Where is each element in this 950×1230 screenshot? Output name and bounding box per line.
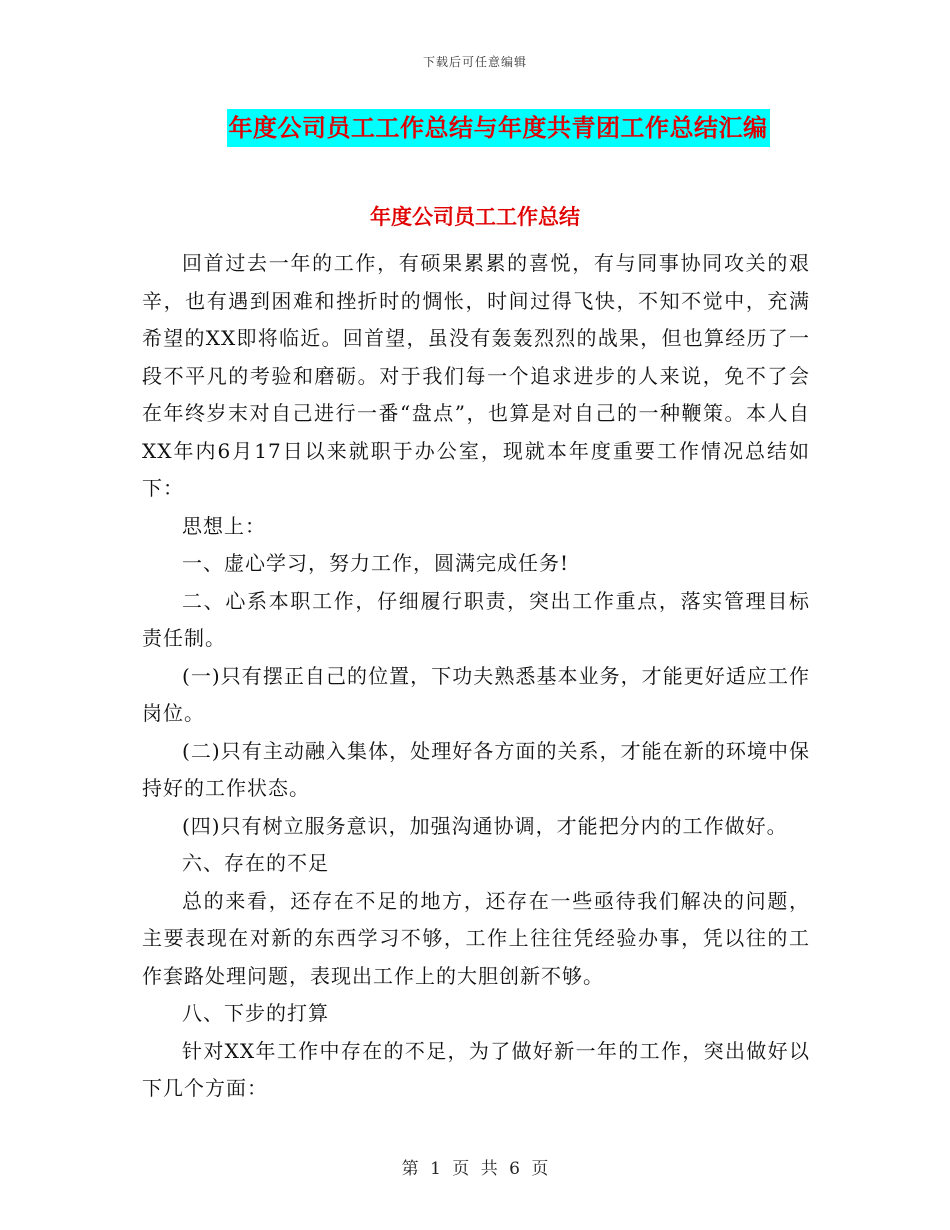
paragraph-thought-heading: 思想上： [182, 513, 266, 538]
paragraph-subitem-1: (一)只有摆正自己的位置，下功夫熟悉基本业务，才能更好适应工作岗位。 [142, 663, 810, 725]
paragraph-shortcomings: 总的来看，还存在不足的地方，还存在一些亟待我们解决的问题，主要表现在对新的东西学习不够，工作上往往凭经验办事，凭以往的工作套路处理问题，表现出工作上的大胆创新不够。 [142, 888, 810, 988]
page-header-note: 下载后可任意编辑 [422, 55, 527, 69]
document-body [142, 245, 810, 1108]
paragraph-plan: 针对XX年工作中存在的不足，为了做好新一年的工作，突出做好以下几个方面： [142, 1038, 810, 1100]
paragraph-subitem-4: (四)只有树立服务意识，加强沟通协调，才能把分内的工作做好。 [182, 813, 788, 838]
paragraph-subitem-2: (二)只有主动融入集体，处理好各方面的关系，才能在新的环境中保持好的工作状态。 [142, 738, 810, 800]
paragraph-intro: 回首过去一年的工作，有硕果累累的喜悦，有与同事协同攻关的艰辛，也有遇到困难和挫折时的惆怅，时间过得飞快，不知不觉中，充满希望的XX即将临近。回首望，虽没有轰轰烈烈的战果，但也算经历了一段不平凡的考验和磨砺。对于我们每一个追求进步的人来说，免不了会在年终岁末对自己进行一番“盘点”，也算是对自己的一种鞭策。本人自XX年内6月17日以来就职于办公室，现就本年度重要工作情况总结如下： [142, 251, 810, 500]
paragraph-item-1: 一、虚心学习，努力工作，圆满完成任务! [182, 551, 570, 575]
paragraph-plan-heading: 八、下步的打算 [182, 1001, 329, 1025]
paragraph-shortcomings-heading: 六、存在的不足 [182, 851, 329, 875]
main-title: 年度公司员工工作总结与年度共青团工作总结汇编 [227, 109, 770, 147]
paragraph-item-2: 二、心系本职工作，仔细履行职责，突出工作重点，落实管理目标责任制。 [142, 588, 810, 650]
section-title: 年度公司员工工作总结 [370, 205, 580, 229]
main-title-container [0, 109, 950, 147]
page-number: 第 1 页 共 6 页 [401, 1159, 549, 1179]
